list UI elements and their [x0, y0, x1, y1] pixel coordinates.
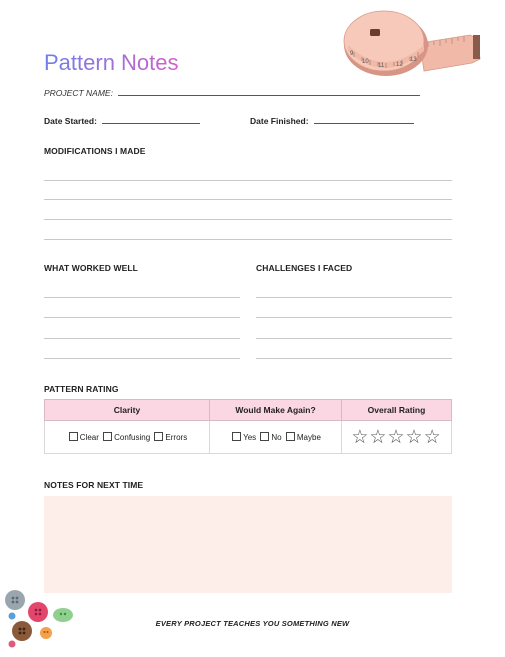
- date-finished-line: [250, 116, 414, 126]
- modifications-line[interactable]: [44, 180, 452, 181]
- tape-measure-icon: [340, 5, 485, 77]
- tape-number: 13: [410, 57, 417, 63]
- page-title: Pattern Notes: [44, 50, 179, 75]
- confusing-checkbox[interactable]: [103, 432, 112, 441]
- challenges-line[interactable]: [256, 338, 452, 339]
- modifications-line[interactable]: [44, 199, 452, 200]
- worked-well-line[interactable]: [44, 297, 240, 298]
- star-icon[interactable]: ☆: [387, 426, 406, 448]
- clear-label: Clear: [79, 433, 99, 442]
- yes-label: Yes: [243, 433, 257, 442]
- modifications-heading: MODIFICATIONS I MADE: [44, 146, 146, 156]
- worked-well-heading: WHAT WORKED WELL: [44, 263, 138, 273]
- maybe-checkbox[interactable]: [286, 432, 295, 441]
- rating-options-row: [45, 421, 452, 454]
- clarity-options: [45, 421, 210, 454]
- notes-box[interactable]: [44, 496, 452, 593]
- errors-checkbox[interactable]: [154, 432, 163, 441]
- challenges-line[interactable]: [256, 358, 452, 359]
- notes-heading: NOTES FOR NEXT TIME: [44, 480, 144, 490]
- date-started-line: [44, 116, 200, 126]
- star-icon[interactable]: ☆: [423, 426, 442, 448]
- overall-rating-header: Overall Rating: [342, 400, 452, 421]
- date-finished-field[interactable]: [314, 116, 414, 124]
- tape-number: 9: [350, 51, 354, 57]
- date-started-field[interactable]: [102, 116, 200, 124]
- star-icon[interactable]: ☆: [405, 426, 424, 448]
- date-started-label: Date Started:: [44, 116, 97, 126]
- clarity-header: Clarity: [45, 400, 210, 421]
- rating-table: [44, 399, 452, 454]
- no-checkbox[interactable]: [260, 432, 269, 441]
- tape-number: 10: [362, 59, 369, 65]
- clear-checkbox[interactable]: [69, 432, 78, 441]
- star-icon[interactable]: ☆: [351, 426, 370, 448]
- modifications-line[interactable]: [44, 239, 452, 240]
- worked-well-line[interactable]: [44, 338, 240, 339]
- project-name-label: PROJECT NAME:: [44, 88, 113, 98]
- overall-rating-stars: [342, 421, 452, 454]
- date-finished-label: Date Finished:: [250, 116, 309, 126]
- confusing-label: Confusing: [114, 433, 151, 442]
- star-rating: [351, 427, 441, 448]
- no-label: No: [271, 433, 282, 442]
- tape-number: 11: [378, 63, 385, 69]
- project-name-line: [44, 88, 420, 98]
- yes-checkbox[interactable]: [232, 432, 241, 441]
- worked-well-line[interactable]: [44, 358, 240, 359]
- challenges-heading: CHALLENGES I FACED: [256, 263, 353, 273]
- challenges-line[interactable]: [256, 317, 452, 318]
- worked-well-line[interactable]: [44, 317, 240, 318]
- project-name-field[interactable]: [118, 88, 420, 96]
- challenges-line[interactable]: [256, 297, 452, 298]
- pattern-rating-heading: PATTERN RATING: [44, 384, 119, 394]
- footer-motto: EVERY PROJECT TEACHES YOU SOMETHING NEW: [155, 619, 350, 628]
- maybe-label: Maybe: [296, 433, 321, 442]
- modifications-line[interactable]: [44, 219, 452, 220]
- star-icon[interactable]: ☆: [369, 426, 388, 448]
- make-again-header: Would Make Again?: [210, 400, 342, 421]
- rating-header-row: [45, 400, 452, 421]
- tape-number: 12: [396, 62, 403, 68]
- make-again-options: [210, 421, 342, 454]
- errors-label: Errors: [165, 433, 188, 442]
